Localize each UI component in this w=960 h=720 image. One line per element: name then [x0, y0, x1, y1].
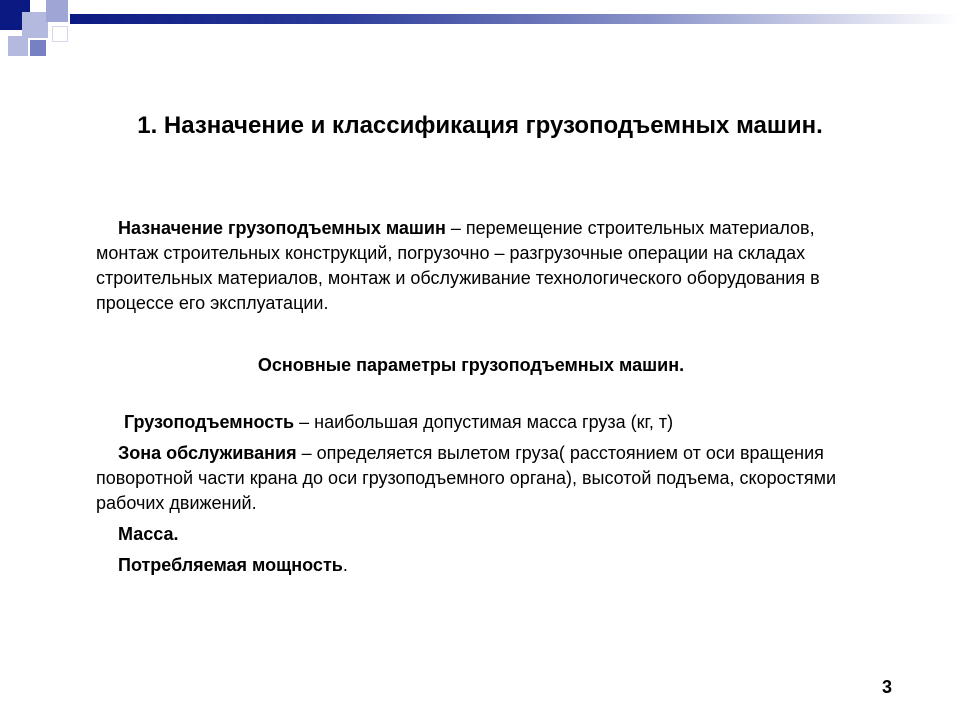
power-term: Потребляемая мощность [118, 555, 343, 575]
purpose-term: Назначение грузоподъемных машин [118, 218, 446, 238]
slide-title: 1. Назначение и классификация грузоподъемных машин. [137, 112, 823, 139]
page-number: 3 [882, 677, 893, 697]
decor-square-medium-small [30, 40, 46, 56]
decor-square-medium [46, 0, 68, 22]
purpose-text: – перемещение строительных материалов, монтаж строительных конструкций, погрузочно – разгрузочные операции на складах строительных материалов, монтаж и обслуживание технологического оборудования в процессе его эксплуатации. [96, 218, 820, 313]
service-zone-term: Зона обслуживания [118, 443, 297, 463]
purpose-paragraph [96, 216, 866, 316]
mass-paragraph [96, 522, 866, 547]
mass-term: Масса. [118, 524, 179, 544]
power-paragraph [96, 553, 866, 578]
service-zone-paragraph [96, 441, 866, 516]
service-zone-text: – определяется вылетом груза( расстоянием от оси вращения поворотной части крана до оси грузоподъемного органа), высотой подъема, скоростями рабочих движений. [96, 443, 837, 513]
capacity-paragraph [96, 410, 866, 435]
decor-square-light [22, 12, 48, 38]
header-gradient-bar [70, 14, 960, 24]
capacity-text: – наибольшая допустимая масса груза (кг, т) [294, 412, 674, 432]
parameters-heading: Основные параметры грузоподъемных машин. [257, 355, 685, 375]
capacity-term: Грузоподъемность [124, 412, 295, 432]
power-suffix: . [342, 555, 348, 575]
decor-square-white [52, 26, 68, 42]
header-decoration [0, 0, 960, 64]
decor-square-light-small [8, 36, 28, 56]
